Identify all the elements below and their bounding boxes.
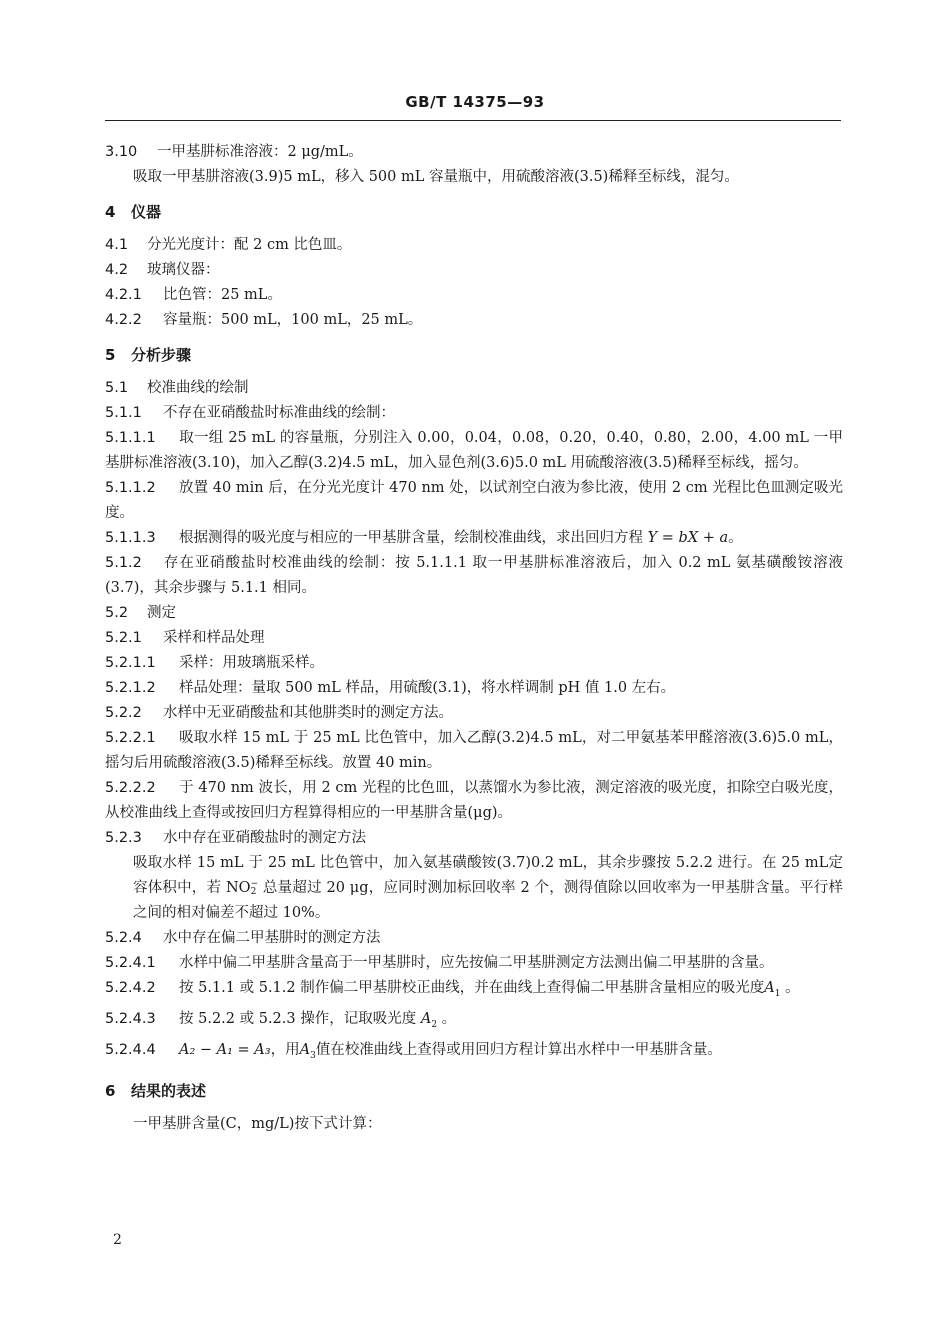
clause-text: 比色管：25 mL。 (163, 287, 282, 303)
clause-number: 5.1 (105, 380, 129, 396)
absorbance-formula: A₂ − A₁ = A₃ (179, 1041, 271, 1058)
clause-5-2 (105, 601, 843, 626)
clause-number: 4.1 (105, 237, 129, 253)
clause-5-2-2-1 (105, 726, 843, 776)
clause-text: 按 5.1.1 或 5.1.2 制作偏二甲基肼校正曲线，并在曲线上查得偏二甲基肼含量相应的吸光度 (179, 980, 765, 996)
clause-5-1-1-1 (105, 426, 843, 476)
clause-number: 5.2.4.4 (105, 1041, 156, 1058)
clause-number: 5.1.1 (105, 405, 142, 421)
clause-number: 5.1.1.1 (105, 430, 156, 446)
clause-text: 取一组 25 mL 的容量瓶，分别注入 0.00，0.04，0.08，0.20，0.40，0.80，2.00，4.00 mL 一甲基肼标准溶液(3.10)，加入乙醇(3.2)4.5 mL，加入显色剂(3.6)5.0 mL 用硫酸溶液(3.5)稀释至标线，摇匀。 (105, 430, 843, 471)
clause-text: 不存在亚硝酸盐时标准曲线的绘制： (163, 405, 395, 421)
clause-5-1 (105, 376, 843, 401)
clause-5-2-1-2 (105, 676, 843, 701)
clause-4-2 (105, 258, 843, 283)
clause-number: 3.10 (105, 144, 138, 160)
clause-text: 采样：用玻璃瓶采样。 (179, 655, 324, 671)
header-rule (105, 120, 841, 121)
clause-5-2-1-1 (105, 651, 843, 676)
document-body (105, 140, 843, 1137)
clause-5-1-1 (105, 401, 843, 426)
clause-number: 5.2.4.3 (105, 1010, 156, 1027)
clause-5-2-2-2 (105, 776, 843, 826)
page-number: 2 (113, 1232, 122, 1248)
clause-text: 放置 40 min 后，在分光光度计 470 nm 处，以试剂空白液为参比液，使用 2 cm 光程比色皿测定吸光度。 (105, 480, 843, 521)
clause-number: 5.1.2 (105, 555, 142, 571)
regression-formula: Y = bX + a (647, 530, 729, 546)
paragraph-6: 一甲基肼含量(C，mg/L)按下式计算： (133, 1115, 382, 1132)
clause-number: 5.1.1.3 (105, 530, 156, 546)
clause-text: 吸取水样 15 mL 于 25 mL 比色管中，加入乙醇(3.2)4.5 mL，对二甲氨基苯甲醛溶液(3.6)5.0 mL，摇匀后用硫酸溶液(3.5)稀释至标线。放置 40 min。 (105, 730, 843, 771)
clause-5-2-3 (105, 826, 843, 851)
clause-number: 5.2.4.1 (105, 955, 156, 971)
clause-text: 水中存在偏二甲基肼时的测定方法 (163, 930, 381, 946)
clause-number: 5.2.2.1 (105, 730, 156, 746)
page-header: GB/T 14375—93 (405, 93, 545, 111)
clause-5-2-4-2: 5.2.4.2 按 5.1.1 或 5.1.2 制作偏二甲基肼校正曲线，并在曲线上查得偏二甲基肼含量相应的吸光度$A_1$ 。 (105, 976, 843, 1007)
clause-5-1-2 (105, 551, 843, 601)
clause-text: 测定 (147, 605, 176, 621)
paragraph-3-10: 吸取一甲基肼溶液(3.9)5 mL，移入 500 mL 容量瓶中，用硫酸溶液(3.5)稀释至标线，混匀。 (133, 169, 739, 185)
clause-4-1 (105, 233, 843, 258)
clause-number: 5.1.1.2 (105, 480, 156, 496)
clause-number: 5.2.2.2 (105, 780, 156, 796)
clause-text: 存在亚硝酸盐时校准曲线的绘制：按 5.1.1.1 取一甲基肼标准溶液后，加入 0.2 mL 氨基磺酸铵溶液(3.7)，其余步骤与 5.1.1 相同。 (105, 555, 843, 596)
clause-number: 5.2.1 (105, 630, 142, 646)
clause-number: 4.2 (105, 262, 129, 278)
clause-number: 5.2.3 (105, 830, 142, 846)
clause-number: 4.2.2 (105, 312, 142, 328)
clause-number: 4.2.1 (105, 287, 142, 303)
clause-5-2-4-1 (105, 951, 843, 976)
clause-number: 5.2.2 (105, 705, 142, 721)
clause-text: 按 5.2.2 或 5.2.3 操作，记取吸光度 (179, 1010, 417, 1027)
clause-5-2-4-4: 5.2.4.4 A₂ − A₁ = A₃，用$A_3$值在校准曲线上查得或用回归方程计算出水样中一甲基肼含量。 (105, 1038, 843, 1069)
section-6-heading: 6 结果的表述 (105, 1081, 207, 1100)
clause-text: 水中存在亚硝酸盐时的测定方法 (163, 830, 366, 846)
clause-text: 校准曲线的绘制 (147, 380, 249, 396)
section-4-heading: 4 仪器 (105, 203, 162, 221)
clause-text: 一甲基肼标准溶液：2 μg/mL。 (157, 144, 363, 160)
clause-text: 玻璃仪器： (147, 262, 220, 278)
clause-text: 水样中无亚硝酸盐和其他肼类时的测定方法。 (163, 705, 453, 721)
clause-text: 于 470 nm 波长，用 2 cm 光程的比色皿，以蒸馏水为参比液，测定溶液的吸光度，扣除空白吸光度，从校准曲线上查得或按回归方程算得相应的一甲基肼含量(μg)。 (105, 780, 843, 821)
clause-text: 容量瓶：500 mL，100 mL，25 mL。 (163, 312, 423, 328)
clause-text: 水样中偏二甲基肼含量高于一甲基肼时，应先按偏二甲基肼测定方法测出偏二甲基肼的含量。 (179, 955, 774, 971)
clause-5-1-1-2 (105, 476, 843, 526)
clause-text: 根据测得的吸光度与相应的一甲基肼含量，绘制校准曲线，求出回归方程 (179, 530, 643, 546)
clause-5-2-4-3: 5.2.4.3 按 5.2.2 或 5.2.3 操作，记取吸光度 $A_2$ 。 (105, 1007, 843, 1038)
paragraph-5-2-3: 吸取水样 15 mL 于 25 mL 比色管中，加入氨基磺酸铵(3.7)0.2 mL，其余步骤按 5.2.2 进行。在 25 mL定容体积中，若 NO − 2 总量超过 20 μg，应同时测加标回收率 2 个，测得值除以回收率为一甲基肼含量。平行样之间的相对偏差不超过 10%。 (133, 855, 843, 921)
clause-number: 5.2 (105, 605, 129, 621)
clause-5-1-1-3: 5.1.1.3 根据测得的吸光度与相应的一甲基肼含量，绘制校准曲线，求出回归方程 Y = bX + a。 (105, 526, 843, 551)
clause-4-2-1 (105, 283, 843, 308)
clause-5-2-2 (105, 701, 843, 726)
clause-text: 样品处理：量取 500 mL 样品，用硫酸(3.1)，将水样调制 pH 值 1.0 左右。 (179, 680, 676, 696)
clause-5-2-4 (105, 926, 843, 951)
clause-text: 分光光度计：配 2 cm 比色皿。 (147, 237, 352, 253)
section-5-heading: 5 分析步骤 (105, 346, 192, 364)
clause-4-2-2 (105, 308, 843, 333)
clause-number: 5.2.4 (105, 930, 142, 946)
clause-number: 5.2.1.2 (105, 680, 156, 696)
clause-number: 5.2.1.1 (105, 655, 156, 671)
clause-number: 5.2.4.2 (105, 980, 156, 996)
clause-3-10 (105, 140, 843, 165)
clause-5-2-1 (105, 626, 843, 651)
clause-text: 采样和样品处理 (163, 630, 265, 646)
